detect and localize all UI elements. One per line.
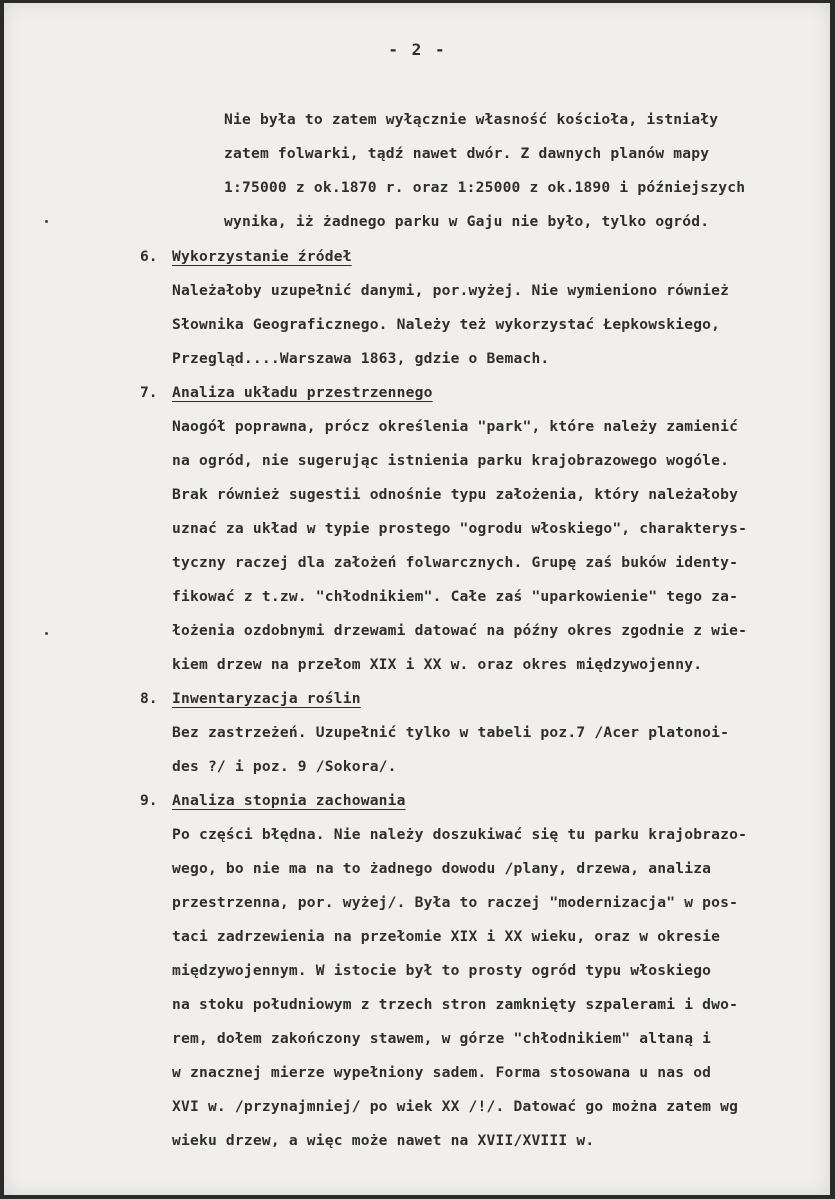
section-number: 9. xyxy=(140,792,158,809)
section-heading: Analiza układu przestrzennego xyxy=(172,384,433,401)
text-line: wego, bo nie ma na to żadnego dowodu /plany, drzewa, analiza xyxy=(172,860,712,877)
text-line: na ogród, nie sugerując istnienia parku krajobrazowego wogóle. xyxy=(172,452,730,469)
section-heading: Inwentaryzacja roślin xyxy=(172,690,361,707)
text-line: kiem drzew na przełom XIX i XX w. oraz okres międzywojenny. xyxy=(172,656,703,673)
text-line: rem, dołem zakończony stawem, w górze "chłodnikiem" altaną i xyxy=(172,1030,712,1047)
text-line: przestrzenna, por. wyżej/. Była to raczej "modernizacja" w pos- xyxy=(172,894,739,911)
text-line: wynika, iż żadnego parku w Gaju nie było, tylko ogród. xyxy=(224,213,710,230)
margin-mark xyxy=(45,220,48,223)
section-heading: Wykorzystanie źródeł xyxy=(172,248,352,265)
text-line: międzywojennym. W istocie był to prosty ogród typu włoskiego xyxy=(172,962,712,979)
text-line: Brak również sugestii odnośnie typu założenia, który należałoby xyxy=(172,486,739,503)
text-line: Naogół poprawna, prócz określenia "park", które należy zamienić xyxy=(172,418,739,435)
margin-mark xyxy=(45,632,48,635)
text-line: wieku drzew, a więc może nawet na XVII/XVIII w. xyxy=(172,1132,595,1149)
text-line: taci zadrzewienia na przełomie XIX i XX wieku, oraz w okresie xyxy=(172,928,721,945)
text-line: na stoku południowym z trzech stron zamknięty szpalerami i dwo- xyxy=(172,996,739,1013)
text-line: zatem folwarki, tądź nawet dwór. Z dawnych planów mapy xyxy=(224,145,710,162)
page-number: - 2 - xyxy=(388,40,447,59)
section-number: 8. xyxy=(140,690,158,707)
text-line: fikować z t.zw. "chłodnikiem". Całe zaś "uparkowienie" tego za- xyxy=(172,588,739,605)
text-line: w znacznej mierze wypełniony sadem. Forma stosowana u nas od xyxy=(172,1064,712,1081)
text-line: Należałoby uzupełnić danymi, por.wyżej. Nie wymieniono również xyxy=(172,282,730,299)
text-line: Słownika Geograficznego. Należy też wykorzystać Łepkowskiego, xyxy=(172,316,721,333)
text-line: Nie była to zatem wyłącznie własność kościoła, istniały xyxy=(224,111,719,128)
section-number: 7. xyxy=(140,384,158,401)
text-line: uznać za układ w typie prostego "ogrodu włoskiego", charakterys- xyxy=(172,520,748,537)
text-line: XVI w. /przynajmniej/ po wiek XX /!/. Datować go można zatem wg xyxy=(172,1098,739,1115)
text-line: łożenia ozdobnymi drzewami datować na późny okres zgodnie z wie- xyxy=(172,622,748,639)
text-line: tyczny raczej dla założeń folwarcznych. Grupę zaś buków identy- xyxy=(172,554,739,571)
section-heading: Analiza stopnia zachowania xyxy=(172,792,406,809)
text-line: Przegląd....Warszawa 1863, gdzie o Bemach. xyxy=(172,350,550,367)
text-line: Po części błędna. Nie należy doszukiwać się tu parku krajobrazo- xyxy=(172,826,748,843)
text-line: 1:75000 z ok.1870 r. oraz 1:25000 z ok.1890 i późniejszych xyxy=(224,179,746,196)
text-line: Bez zastrzeżeń. Uzupełnić tylko w tabeli poz.7 /Acer platonoi- xyxy=(172,724,730,741)
text-line: des ?/ i poz. 9 /Sokora/. xyxy=(172,758,397,775)
section-number: 6. xyxy=(140,248,158,265)
